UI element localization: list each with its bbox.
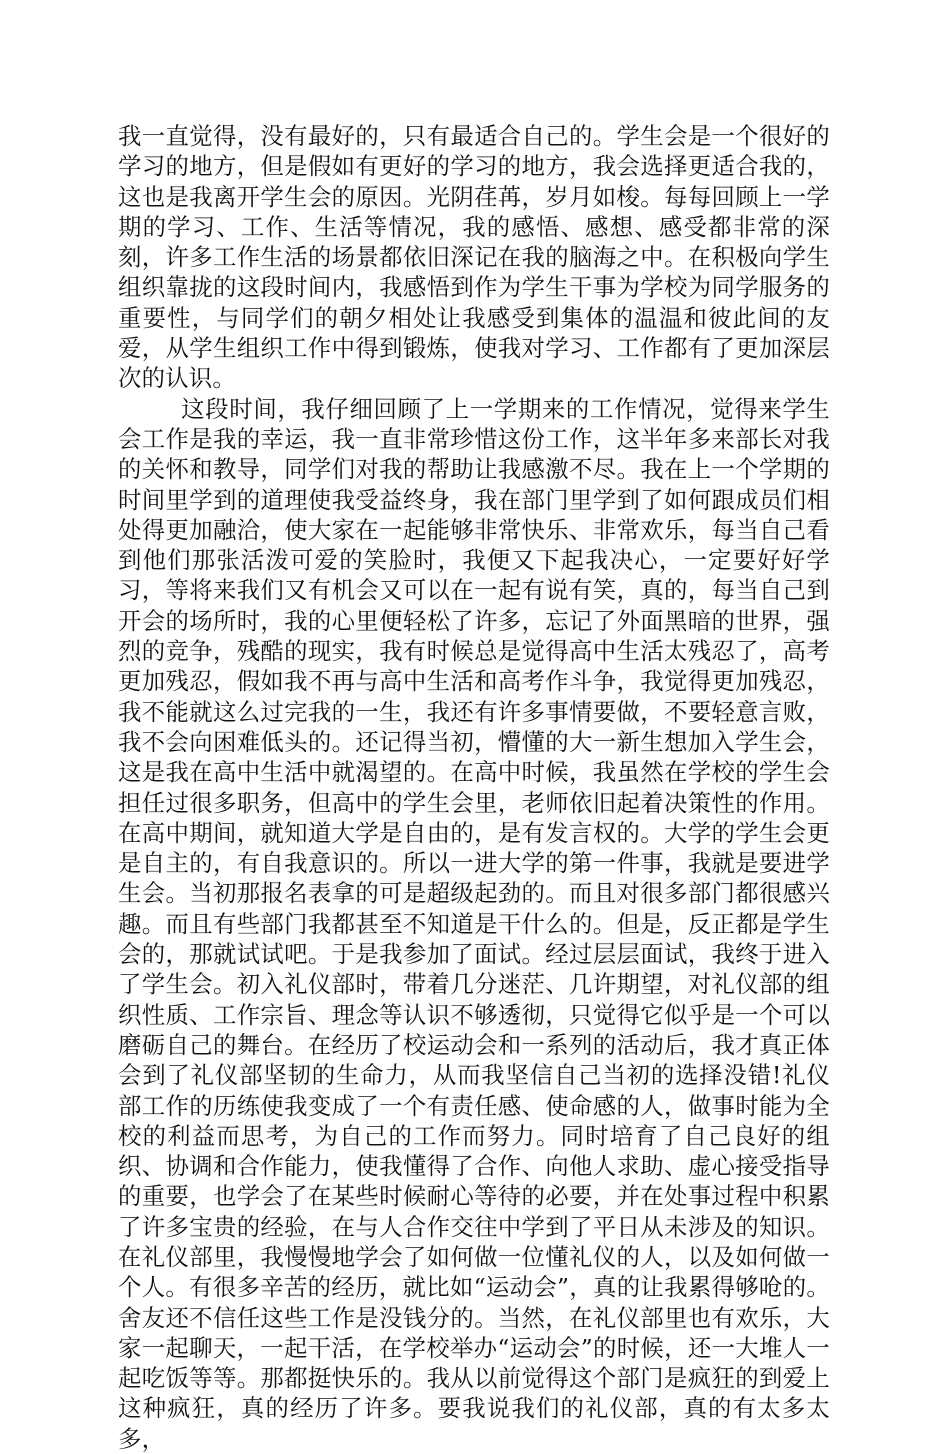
paragraph-1: 我一直觉得，没有最好的，只有最适合自己的。学生会是一个很好的学习的地方，但是假如有更好的学习的地方，我会选择更适合我的，这也是我离开学生会的原因。光阴荏苒，岁月如梭。每每回顾上一学期的学习、工作、生活等情况，我的感悟、感想、感受都非常的深刻，许多工作生活的场景都依旧深记在我的脑海之中。在积极向学生组织靠拢的这段时间内，我感悟到作为学生干事为学校为同学服务的重要性，与同学们的朝夕相处让我感受到集体的温温和彼此间的友爱，从学生组织工作中得到锻炼，使我对学习、工作都有了更加深层次的认识。 [118, 122, 830, 393]
paragraph-2: 这段时间，我仔细回顾了上一学期来的工作情况，觉得来学生会工作是我的幸运，我一直非常珍惜这份工作，这半年多来部长对我的关怀和教导，同学们对我的帮助让我感激不尽。我在上一个学期的时间里学到的道理使我受益终身，我在部门里学到了如何跟成员们相处得更加融洽，使大家在一起能够非常快乐、非常欢乐，每当自己看到他们那张活泼可爱的笑脸时，我便又下起我决心，一定要好好学习，等将来我们又有机会又可以在一起有说有笑，真的，每当自己到开会的场所时，我的心里便轻松了许多，忘记了外面黑暗的世界，强烈的竞争，残酷的现实，我有时候总是觉得高中生活太残忍了，高考更加残忍，假如我不再与高中生活和高考作斗争，我觉得更加残忍，我不能就这么过完我的一生，我还有许多事情要做，不要轻意言败，我不会向困难低头的。还记得当初，懵懂的大一新生想加入学生会，这是我在高中生活中就渴望的。在高中时候，我虽然在学校的学生会担任过很多职务，但高中的学生会里，老师依旧起着决策性的作用。在高中期间，就知道大学是自由的，是有发言权的。大学的学生会更是自主的，有自我意识的。所以一进大学的第一件事，我就是要进学生会。当初那报名表拿的可是超级起劲的。而且对很多部门都很感兴趣。而且有些部门我都甚至不知道是干什么的。但是，反正都是学生会的，那就试试吧。于是我参加了面试。经过层层面试，我终于进入了学生会。初入礼仪部时，带着几分迷茫、几许期望，对礼仪部的组织性质、工作宗旨、理念等认识不够透彻，只觉得它似乎是一个可以磨砺自己的舞台。在经历了校运动会和一系列的活动后，我才真正体会到了礼仪部坚韧的生命力，从而我坚信自己当初的选择没错!礼仪部工作的历练使我变成了一个有责任感、使命感的人，做事时能为全校的利益而思考，为自己的工作而努力。同时培育了自己良好的组织、协调和合作能力，使我懂得了合作、向他人求助、虚心接受指导的重要，也学会了在某些时候耐心等待的必要，并在处事过程中积累了许多宝贵的经验，在与人合作交往中学到了平日从未涉及的知识。在礼仪部里，我慢慢地学会了如何做一位懂礼仪的人，以及如何做一个人。有很多辛苦的经历，就比如“运动会”，真的让我累得够呛的。舍友还不信任这些工作是没钱分的。当然，在礼仪部里也有欢乐，大家一起聊天，一起干活，在学校举办“运动会”的时候，还一大堆人一起吃饭等等。那都挺快乐的。我从以前觉得这个部门是疯狂的到爱上这种疯狂，真的经历了许多。要我说我们的礼仪部，真的有太多太多， [118, 394, 830, 1453]
document-body [118, 121, 830, 1454]
